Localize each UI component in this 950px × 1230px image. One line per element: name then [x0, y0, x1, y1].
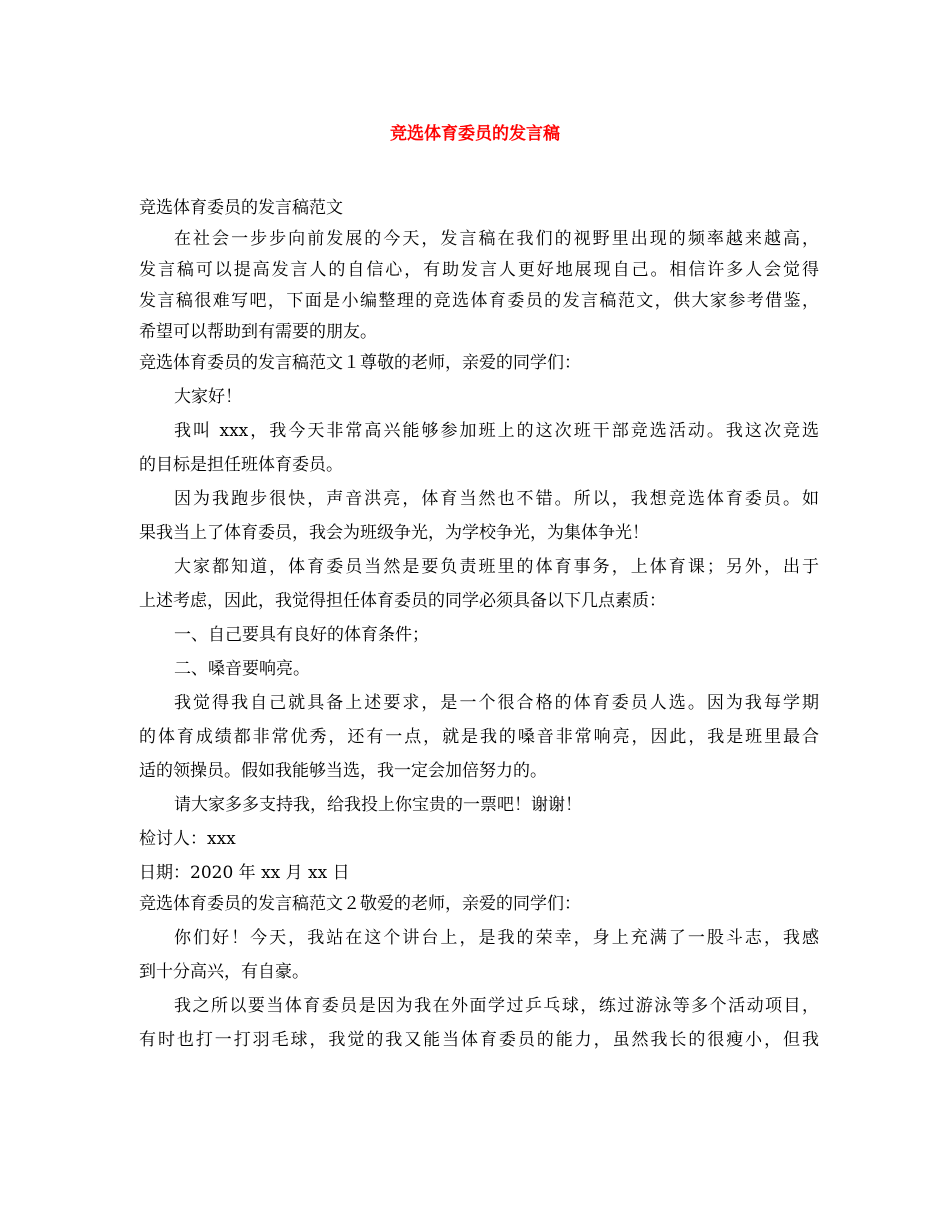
paragraph-line: 我叫 xxx，我今天非常高兴能够参加班上的这次班干部竞选活动。我这次竞选 [174, 421, 819, 441]
section-heading: 竞选体育委员的发言稿范文 [139, 198, 343, 218]
paragraph-line: 发言稿可以提高发言人的自信心，有助发言人更好地展现自己。相信许多人会觉得 [139, 260, 819, 280]
paragraph-line: 因为我跑步很快，声音洪亮，体育当然也不错。所以，我想竞选体育委员。如 [174, 489, 819, 509]
paragraph-line: 的体育成绩都非常优秀，还有一点，就是我的嗓音非常响亮，因此，我是班里最合 [139, 727, 819, 747]
paragraph-line: 请大家多多支持我，给我投上你宝贵的一票吧！谢谢！ [174, 795, 582, 815]
paragraph-line: 适的领操员。假如我能够当选，我一定会加倍努力的。 [139, 761, 547, 781]
list-item: 一、自己要具有良好的体育条件； [174, 625, 429, 645]
paragraph-line: 我觉得我自己就具备上述要求，是一个很合格的体育委员人选。因为我每学期 [174, 693, 819, 713]
date-line: 日期：2020 年 xx 月 xx 日 [139, 863, 350, 883]
paragraph-line: 上述考虑，因此，我觉得担任体育委员的同学必须具备以下几点素质： [139, 591, 666, 611]
paragraph-line: 我之所以要当体育委员是因为我在外面学过乒乓球，练过游泳等多个活动项目， [174, 996, 819, 1016]
paragraph-line: 希望可以帮助到有需要的朋友。 [139, 322, 377, 342]
paragraph-line: 发言稿很难写吧，下面是小编整理的竞选体育委员的发言稿范文，供大家参考借鉴， [139, 291, 819, 311]
section-heading: 竞选体育委员的发言稿范文２敬爱的老师，亲爱的同学们： [139, 894, 581, 914]
document-title: 竞选体育委员的发言稿 [390, 124, 560, 144]
document-body [139, 193, 819, 1056]
list-item: 二、嗓音要响亮。 [174, 659, 310, 679]
paragraph-line: 到十分高兴，有自豪。 [139, 962, 309, 982]
paragraph-line: 果我当上了体育委员，我会为班级争光，为学校争光，为集体争光！ [139, 523, 649, 543]
paragraph-line: 你们好！今天，我站在这个讲台上，是我的荣幸，身上充满了一股斗志，我感 [174, 928, 819, 948]
signature-line: 检讨人：xxx [139, 829, 236, 849]
section-heading: 竞选体育委员的发言稿范文１尊敬的老师，亲爱的同学们： [139, 353, 581, 373]
paragraph-line: 的目标是担任班体育委员。 [139, 455, 343, 475]
paragraph-line: 大家好！ [174, 387, 242, 407]
paragraph-line: 在社会一步步向前发展的今天，发言稿在我们的视野里出现的频率越来越高， [174, 229, 819, 249]
paragraph-line: 大家都知道，体育委员当然是要负责班里的体育事务，上体育课；另外，出于 [174, 557, 819, 577]
paragraph-line: 有时也打一打羽毛球，我觉的我又能当体育委员的能力，虽然我长的很瘦小，但我 [139, 1030, 819, 1050]
